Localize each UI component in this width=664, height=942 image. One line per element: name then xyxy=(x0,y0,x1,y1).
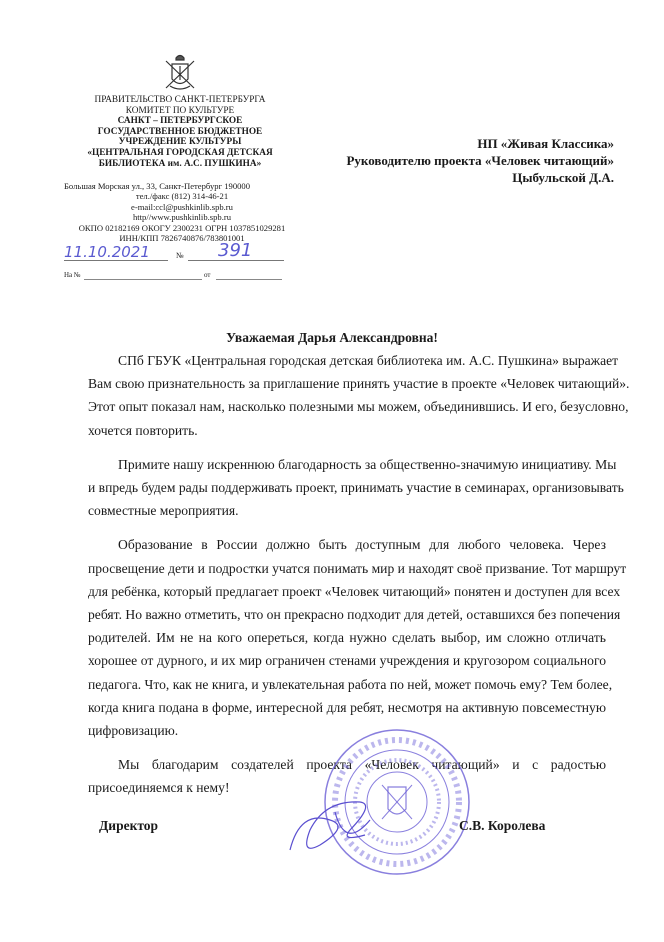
ref-from-label: от xyxy=(204,271,211,279)
address-line: Большая Морская ул., 33, Санкт-Петербург 190000 xyxy=(64,181,251,191)
paragraph xyxy=(88,533,627,742)
document-number-row xyxy=(64,240,284,263)
inn-line: ИНН/КПП 7826740876/783801001 xyxy=(119,233,245,244)
text-line: хочется повторить. xyxy=(88,422,198,438)
header-line: САНКТ – ПЕТЕРБУРГСКОЕ xyxy=(117,116,243,127)
reference-row xyxy=(64,268,284,282)
signatory-title: Директор xyxy=(99,818,159,833)
text-line: присоединяемся к нему! xyxy=(88,780,230,796)
coat-of-arms-emblem xyxy=(163,52,197,92)
greeting: Уважаемая Дарья Александровна! xyxy=(226,330,438,345)
text-line: хорошее от дурного, и их мир ограничен стенами учреждения и кругозором социального xyxy=(88,653,606,669)
ref-label: На № xyxy=(64,271,81,279)
addressee-name: Цыбульской Д.А. xyxy=(512,170,614,185)
text-line: Мы благодарим создателей проекта «Человек читающий» и с радостью xyxy=(118,757,606,773)
handwritten-signature xyxy=(280,790,390,860)
text-line: СПб ГБУК «Центральная городская детская библиотека им. А.С. Пушкина» выражает xyxy=(118,353,619,368)
text-line: совместные мероприятия. xyxy=(88,503,239,519)
text-line: для ребёнка, который предлагает проект «Человек читающий» понятен и доступен для всех xyxy=(88,583,621,599)
text-line: просвещение дети и подростки учатся понимать мир и находят своё призвание. Тот маршрут xyxy=(88,560,627,576)
addressee-block xyxy=(346,135,614,186)
addressee-org: НП «Живая Классика» xyxy=(477,136,614,151)
organization-address xyxy=(64,181,300,243)
text-line: Примите нашу искреннюю благодарность за общественно-значимую инициативу. Мы xyxy=(118,456,617,472)
text-line: Этот опыт показал нам, насколько полезными мы можем, объединившись. И его, безусловно, xyxy=(88,399,629,415)
paragraph xyxy=(88,349,630,442)
number-label: № xyxy=(176,251,184,260)
signatory-name: С.В. Королева xyxy=(459,818,546,833)
paragraph xyxy=(88,453,624,523)
text-line: педагога. Что, как не книга, и увлекательная работа по ней, может помочь ему? Тем более, xyxy=(88,676,613,692)
header-line: «ЦЕНТРАЛЬНАЯ ГОРОДСКАЯ ДЕТСКАЯ xyxy=(87,147,273,158)
handwritten-number: 391 xyxy=(218,240,253,261)
organization-header xyxy=(60,95,300,169)
header-line: БИБЛИОТЕКА им. А.С. ПУШКИНА» xyxy=(98,158,262,169)
email-line: e-mail:ccl@pushkinlib.spb.ru xyxy=(131,201,233,212)
text-line: родителей. Им не на кого опереться, когда нужно сделать выбор, им сложно отличать xyxy=(88,630,606,646)
header-line: КОМИТЕТ ПО КУЛЬТУРЕ xyxy=(125,105,235,116)
text-line: когда книга подана в форме, интересной для ребят, несмотря на активную повсеместную xyxy=(88,699,606,715)
header-line: УЧРЕЖДЕНИЕ КУЛЬТУРЫ xyxy=(118,137,242,148)
website-line: http//www.pushkinlib.spb.ru xyxy=(132,212,232,223)
header-line: ПРАВИТЕЛЬСТВО САНКТ-ПЕТЕРБУРГА xyxy=(94,95,266,105)
phone-line: тел./факс (812) 314-46-21 xyxy=(135,191,229,202)
text-line: и впредь будем рады поддерживать проект, принимать участие в семинарах, организовывать xyxy=(88,480,624,496)
header-line: ГОСУДАРСТВЕННОЕ БЮДЖЕТНОЕ xyxy=(97,126,263,137)
handwritten-date: 11.10.2021 xyxy=(64,243,150,261)
text-line: Образование в России должно быть доступным для любого человека. Через xyxy=(118,537,606,553)
addressee-position: Руководителю проекта «Человек читающий» xyxy=(346,153,614,168)
text-line: Вам свою признательность за приглашение принять участие в проекте «Человек читающий». xyxy=(88,376,630,392)
text-line: ребят. Но важно отметить, что он прекрасно подходит для детей, оставшихся без попечения xyxy=(88,607,621,623)
text-line: цифровизацию. xyxy=(88,723,179,739)
codes-line: ОКПО 02182169 ОКОГУ 2300231 ОГРН 1037851029281 xyxy=(78,222,286,233)
